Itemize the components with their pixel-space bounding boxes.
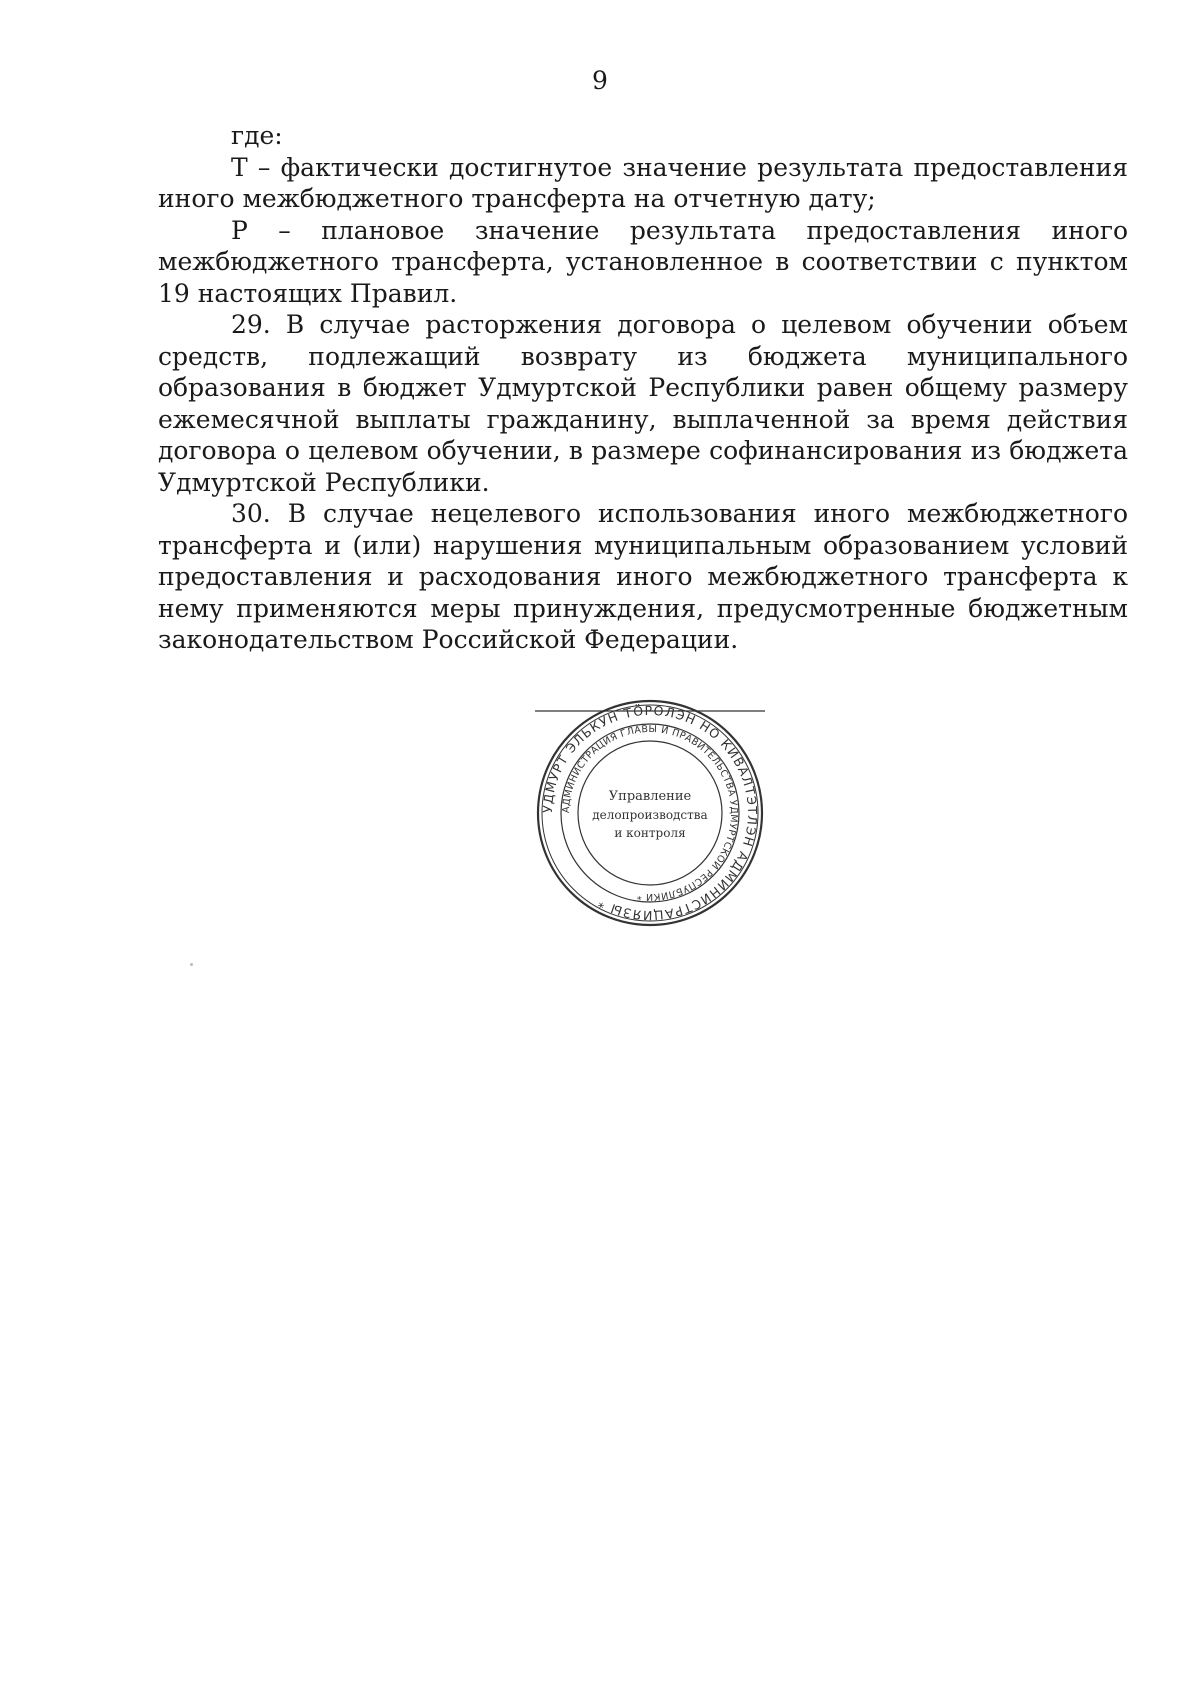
seal-center-line-3: и контроля — [614, 826, 686, 840]
document-body — [158, 120, 1128, 656]
paragraph-item-30: 30. В случае нецелевого использования иного межбюджетного трансферта и (или) нарушения муниципальным образованием условий предоставления и расходования иного межбюджетного трансферта к нему применяются меры принуждения, предусмотренные бюджетным законодательством Российской Федерации. — [158, 499, 1128, 654]
scan-speck — [190, 963, 193, 966]
seal-outer-ring-text: УДМУРТ ЭЛЬКУН ТӦРОЛЭН НО КИВАЛТЭТЛЭН АДМИНИСТРАЦИЯЗЫ * — [539, 702, 761, 924]
seal-inner-ring-text: АДМИНИСТРАЦИЯ ГЛАВЫ И ПРАВИТЕЛЬСТВА УДМУРТСКОЙ РЕСПУБЛИКИ * — [560, 723, 740, 903]
paragraph-where: где: — [231, 121, 283, 150]
paragraph-item-29: 29. В случае расторжения договора о целевом обучении объем средств, подлежащий возврату из бюджета муниципального образования в бюджет Удмуртской Республики равен общему размеру ежемесячной выплаты гражданину, выплаченной за время действия договора о целевом обучении, в размере софинансирования из бюджета Удмуртской Республики. — [158, 310, 1128, 497]
seal-center-line-1: Управление — [608, 789, 692, 804]
official-seal — [535, 698, 765, 928]
paragraph-definition-p: Р – плановое значение результата предоставления иного межбюджетного трансферта, установленное в соответствии с пунктом 19 настоящих Правил. — [158, 215, 1128, 308]
paragraph-definition-t: Т – фактически достигнутое значение результата предоставления иного межбюджетного трансферта на отчетную дату; — [158, 152, 1128, 213]
seal-center-line-2: делопроизводства — [592, 808, 708, 822]
page-number: 9 — [592, 66, 608, 95]
